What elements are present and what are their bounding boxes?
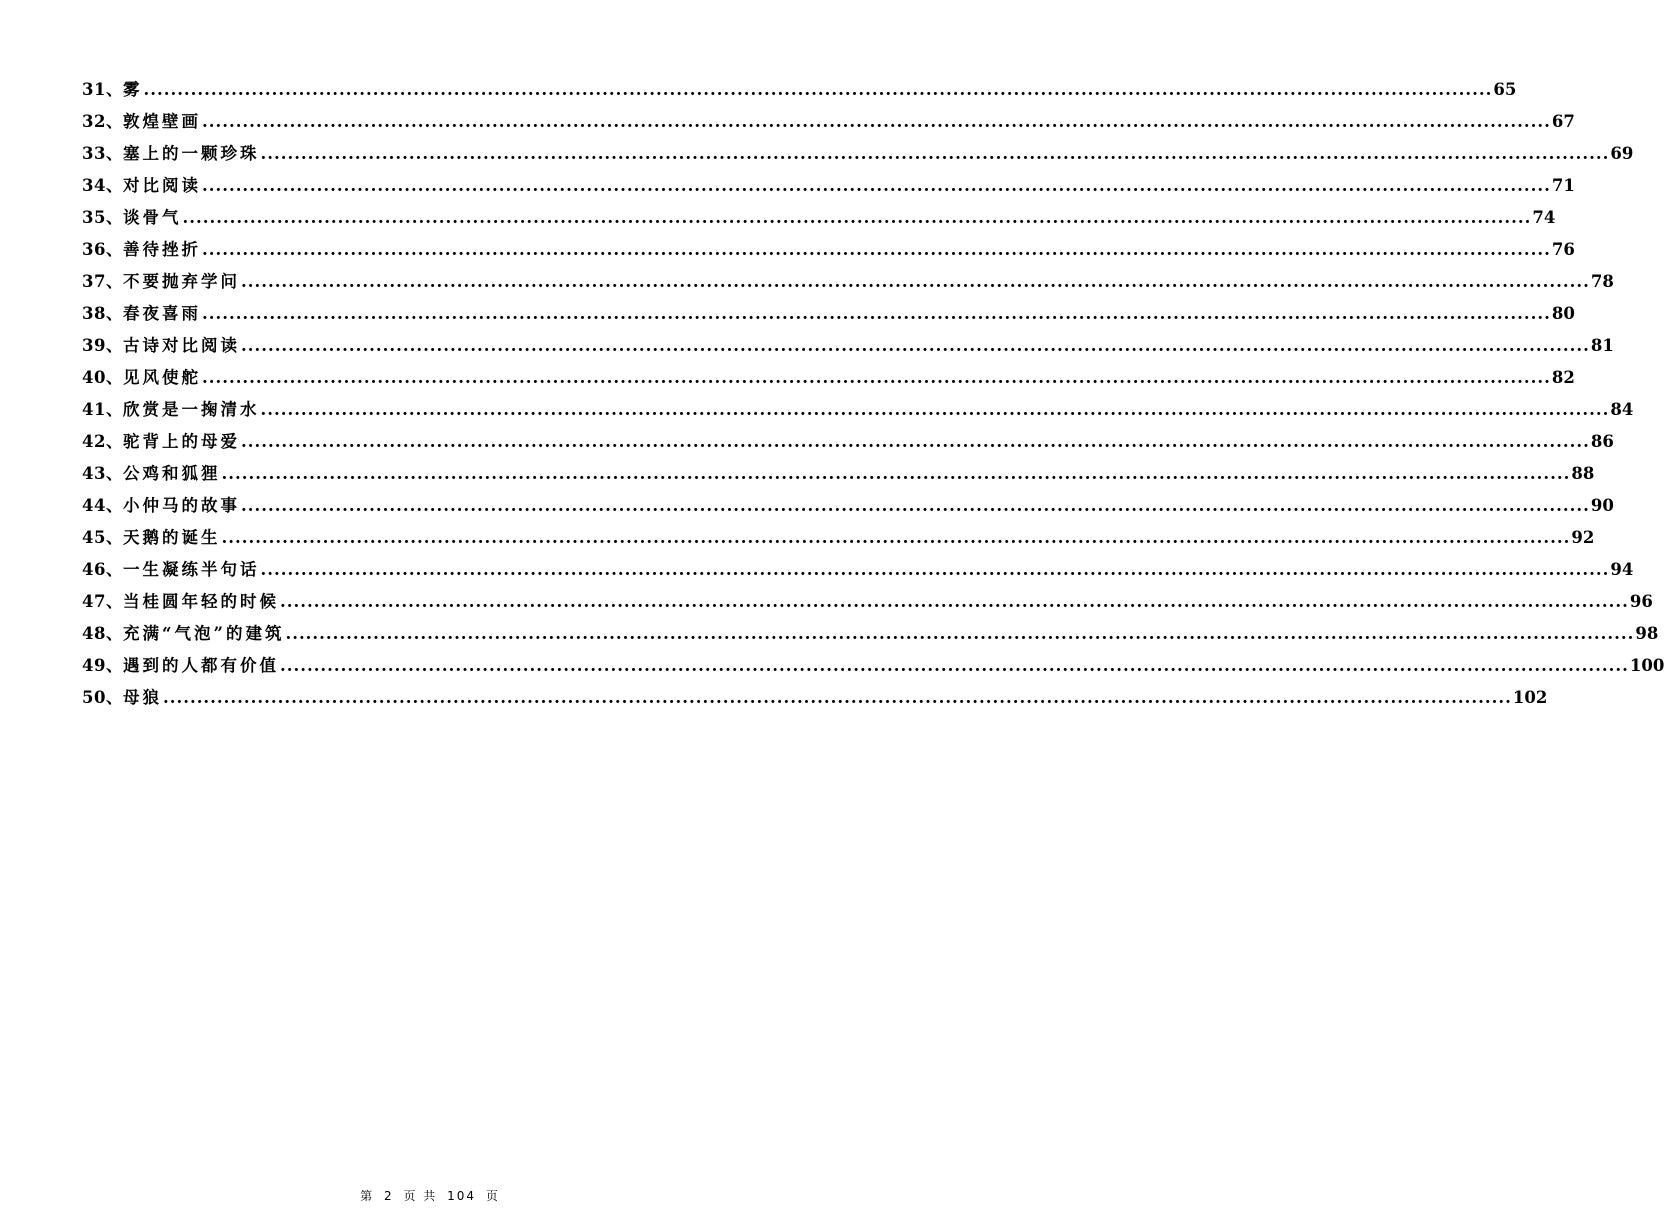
toc-entry-number: 49、 [82,656,123,675]
toc-entry[interactable] [82,268,1614,300]
toc-entry[interactable] [82,620,1659,652]
toc-entry-title: 谈骨气 [122,208,182,227]
toc-entry-number: 44、 [82,496,123,515]
toc-entry-title: 古诗对比阅读 [122,336,240,355]
toc-entry-number: 48、 [82,624,123,643]
toc-entry[interactable] [82,236,1575,268]
toc-entry-title: 遇到的人都有价值 [122,656,279,675]
toc-leader-dots: ........................................................................................................................................................................................................ [221,528,1571,547]
toc-leader-dots: ........................................................................................................................................................................................................ [285,624,1635,643]
toc-entry-title: 敦煌壁画 [122,112,201,131]
toc-leader-dots: ........................................................................................................................................................................................................ [260,560,1610,579]
toc-entry-number: 33、 [82,144,123,163]
toc-entry-title: 雾 [122,80,143,99]
toc-entry-title: 充满“气泡”的建筑 [122,624,285,643]
footer-suffix: 页 [485,1189,500,1203]
toc-entry-number: 35、 [82,208,123,227]
toc-leader-dots: ........................................................................................................................................................................................................ [279,592,1629,611]
toc-entry-number: 37、 [82,272,123,291]
toc-entry-page: 71 [1551,176,1575,195]
toc-leader-dots: ........................................................................................................................................................................................................ [143,80,1493,99]
toc-leader-dots: ........................................................................................................................................................................................................ [240,432,1590,451]
toc-entry-number: 45、 [82,528,123,547]
toc-entry-title: 驼背上的母爱 [122,432,240,451]
toc-leader-dots: ........................................................................................................................................................................................................ [279,656,1629,675]
toc-leader-dots: ........................................................................................................................................................................................................ [260,144,1610,163]
toc-entry[interactable] [82,492,1614,524]
toc-entry[interactable] [82,428,1614,460]
toc-entry-page: 98 [1635,624,1659,643]
toc-entry[interactable] [82,108,1575,140]
toc-entry-page: 76 [1551,240,1575,259]
toc-entry-title: 欣赏是一掬清水 [122,400,260,419]
toc-leader-dots: ........................................................................................................................................................................................................ [221,464,1571,483]
footer-prefix: 第 [360,1189,375,1203]
toc-leader-dots: ........................................................................................................................................................................................................ [201,112,1551,131]
toc-entry-number: 43、 [82,464,123,483]
toc-entry-page: 100 [1629,656,1664,675]
toc-entry[interactable] [82,140,1634,172]
toc-entry-page: 80 [1551,304,1575,323]
toc-leader-dots: ........................................................................................................................................................................................................ [182,208,1532,227]
toc-entry-title: 见风使舵 [122,368,201,387]
toc-leader-dots: ........................................................................................................................................................................................................ [240,496,1590,515]
toc-entry-title: 天鹅的诞生 [122,528,221,547]
toc-leader-dots: ........................................................................................................................................................................................................ [260,400,1610,419]
footer-middle: 页 共 [403,1189,438,1203]
toc-entry-number: 46、 [82,560,123,579]
toc-entry[interactable] [82,332,1614,364]
toc-leader-dots: ........................................................................................................................................................................................................ [240,336,1590,355]
toc-entry-number: 34、 [82,176,123,195]
toc-entry-page: 90 [1590,496,1614,515]
toc-entry-number: 32、 [82,112,123,131]
toc-entry-title: 善待挫折 [122,240,201,259]
table-of-contents [82,76,1664,716]
toc-entry[interactable] [82,588,1653,620]
toc-entry[interactable] [82,364,1575,396]
toc-entry[interactable] [82,396,1634,428]
toc-entry-number: 38、 [82,304,123,323]
toc-entry-title: 春夜喜雨 [122,304,201,323]
toc-entry-page: 67 [1551,112,1575,131]
toc-leader-dots: ........................................................................................................................................................................................................ [201,240,1551,259]
toc-entry[interactable] [82,556,1634,588]
toc-entry-title: 对比阅读 [122,176,201,195]
toc-entry-page: 96 [1629,592,1653,611]
toc-entry[interactable] [82,524,1595,556]
toc-leader-dots: ........................................................................................................................................................................................................ [201,176,1551,195]
toc-entry[interactable] [82,300,1575,332]
toc-entry-page: 69 [1610,144,1634,163]
toc-entry-number: 41、 [82,400,123,419]
toc-entry[interactable] [82,172,1575,204]
toc-entry-page: 74 [1532,208,1556,227]
footer-total-pages: 104 [447,1189,477,1203]
toc-entry-page: 102 [1512,688,1548,707]
toc-entry-page: 65 [1493,80,1517,99]
toc-entry-title: 塞上的一颗珍珠 [122,144,260,163]
toc-entry-page: 78 [1590,272,1614,291]
toc-entry-number: 42、 [82,432,123,451]
toc-entry-page: 92 [1571,528,1595,547]
toc-entry-page: 88 [1571,464,1595,483]
toc-entry-number: 39、 [82,336,123,355]
toc-entry-number: 40、 [82,368,123,387]
toc-entry-title: 小仲马的故事 [122,496,240,515]
toc-leader-dots: ........................................................................................................................................................................................................ [201,304,1551,323]
toc-entry-number: 31、 [82,80,123,99]
toc-entry-title: 当桂圆年轻的时候 [122,592,279,611]
toc-entry[interactable] [82,460,1595,492]
toc-entry-page: 94 [1610,560,1634,579]
toc-entry-page: 82 [1551,368,1575,387]
toc-leader-dots: ........................................................................................................................................................................................................ [162,688,1512,707]
toc-entry[interactable] [82,652,1664,684]
toc-entry-number: 47、 [82,592,123,611]
toc-entry-title: 母狼 [122,688,162,707]
toc-entry-page: 81 [1590,336,1614,355]
toc-entry[interactable] [82,76,1517,108]
toc-entry-number: 36、 [82,240,123,259]
toc-leader-dots: ........................................................................................................................................................................................................ [240,272,1590,291]
toc-entry-title: 一生凝练半句话 [122,560,260,579]
toc-entry-page: 86 [1590,432,1614,451]
page-footer [0,1187,860,1204]
toc-entry-number: 50、 [82,688,123,707]
toc-entry[interactable] [82,204,1556,236]
toc-entry-page: 84 [1610,400,1634,419]
toc-entry[interactable] [82,684,1548,716]
toc-entry-title: 公鸡和狐狸 [122,464,221,483]
toc-entry-title: 不要抛弃学问 [122,272,240,291]
toc-leader-dots: ........................................................................................................................................................................................................ [201,368,1551,387]
footer-page-number: 2 [383,1189,394,1203]
